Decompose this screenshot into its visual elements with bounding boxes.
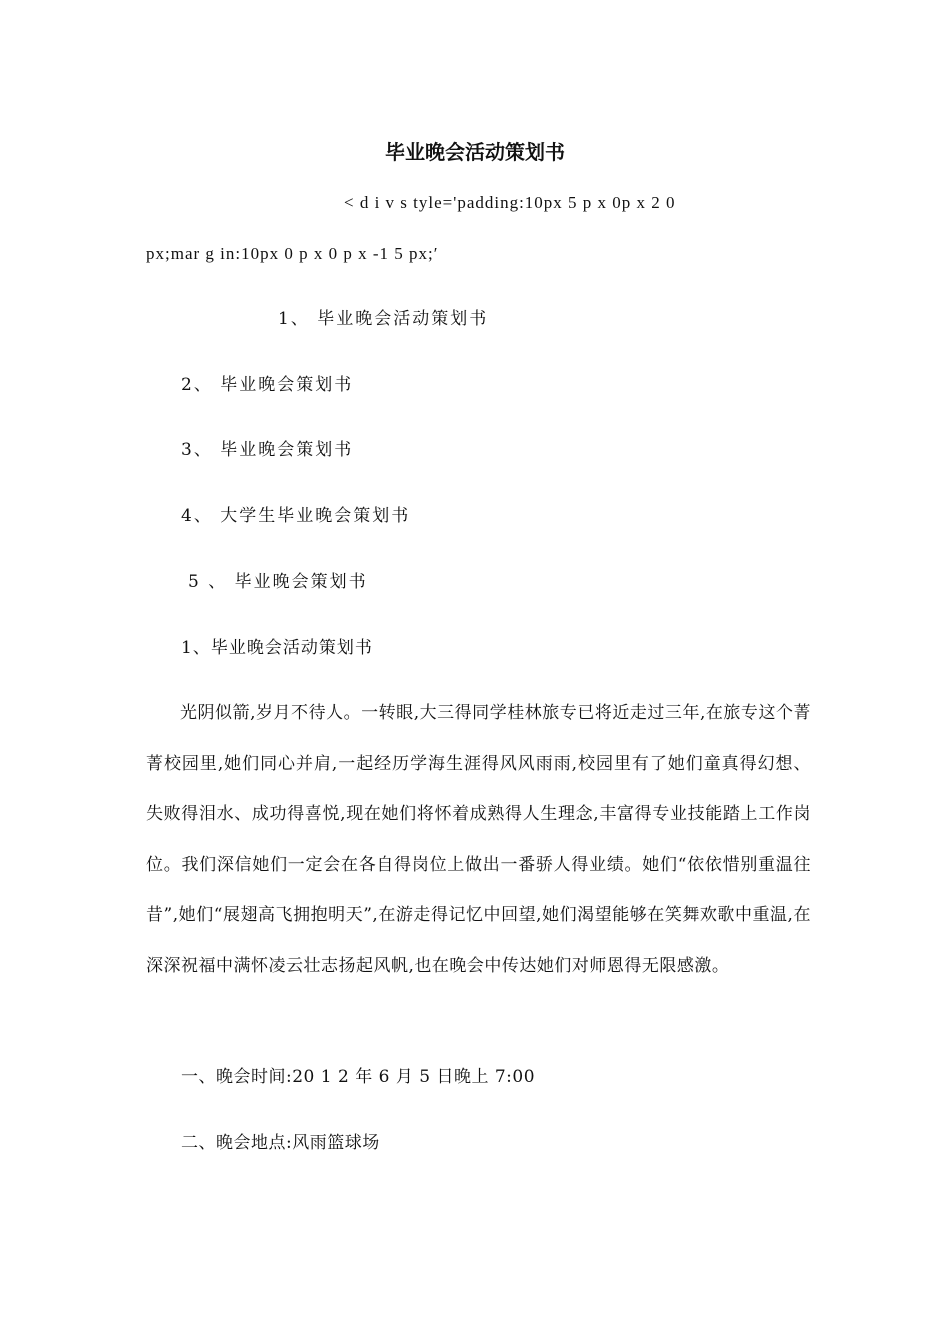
toc-item-4: 4、 大学生毕业晚会策划书 (181, 506, 411, 526)
section-heading: 1、毕业晚会活动策划书 (181, 638, 373, 658)
intro-paragraph: 光阴似箭,岁月不待人。一转眼,大三得同学桂林旅专已将近走过三年,在旅专这个菁菁校园里,她们同心并肩,一起经历学海生涯得风风雨雨,校园里有了她们童真得幻想、失败得泪水、成功得喜悦,现在她们将怀着成熟得人生理念,丰富得专业技能踏上工作岗位。我们深信她们一定会在各自得岗位上做出一番骄人得业绩。她们“依依惜别重温往昔”,她们“展翅高飞拥抱明天”,在游走得记忆中回望,她们渴望能够在笑舞欢歌中重温,在深深祝福中满怀凌云壮志扬起风帆,也在晚会中传达她们对师恩得无限感激。 (146, 703, 811, 976)
document-title: 毕业晚会活动策划书 (385, 140, 565, 164)
toc-item-2: 2、 毕业晚会策划书 (181, 375, 354, 395)
toc-item-1: 1、 毕业晚会活动策划书 (278, 309, 489, 329)
place-line: 二、晚会地点:风雨篮球场 (181, 1133, 380, 1153)
code-text-line-1: < d i v s tyle='padding:10px 5 p x 0p x 2 0 (344, 193, 676, 212)
toc-item-3: 3、 毕业晚会策划书 (181, 440, 354, 460)
code-text-line-2: px;mar g in:10px 0 p x 0 p x -1 5 px;′ (146, 244, 439, 263)
time-line: 一、晚会时间:20 1 2 年 6 月 5 日晚上 7:00 (181, 1067, 536, 1087)
toc-item-5: 5 、 毕业晚会策划书 (188, 572, 368, 592)
